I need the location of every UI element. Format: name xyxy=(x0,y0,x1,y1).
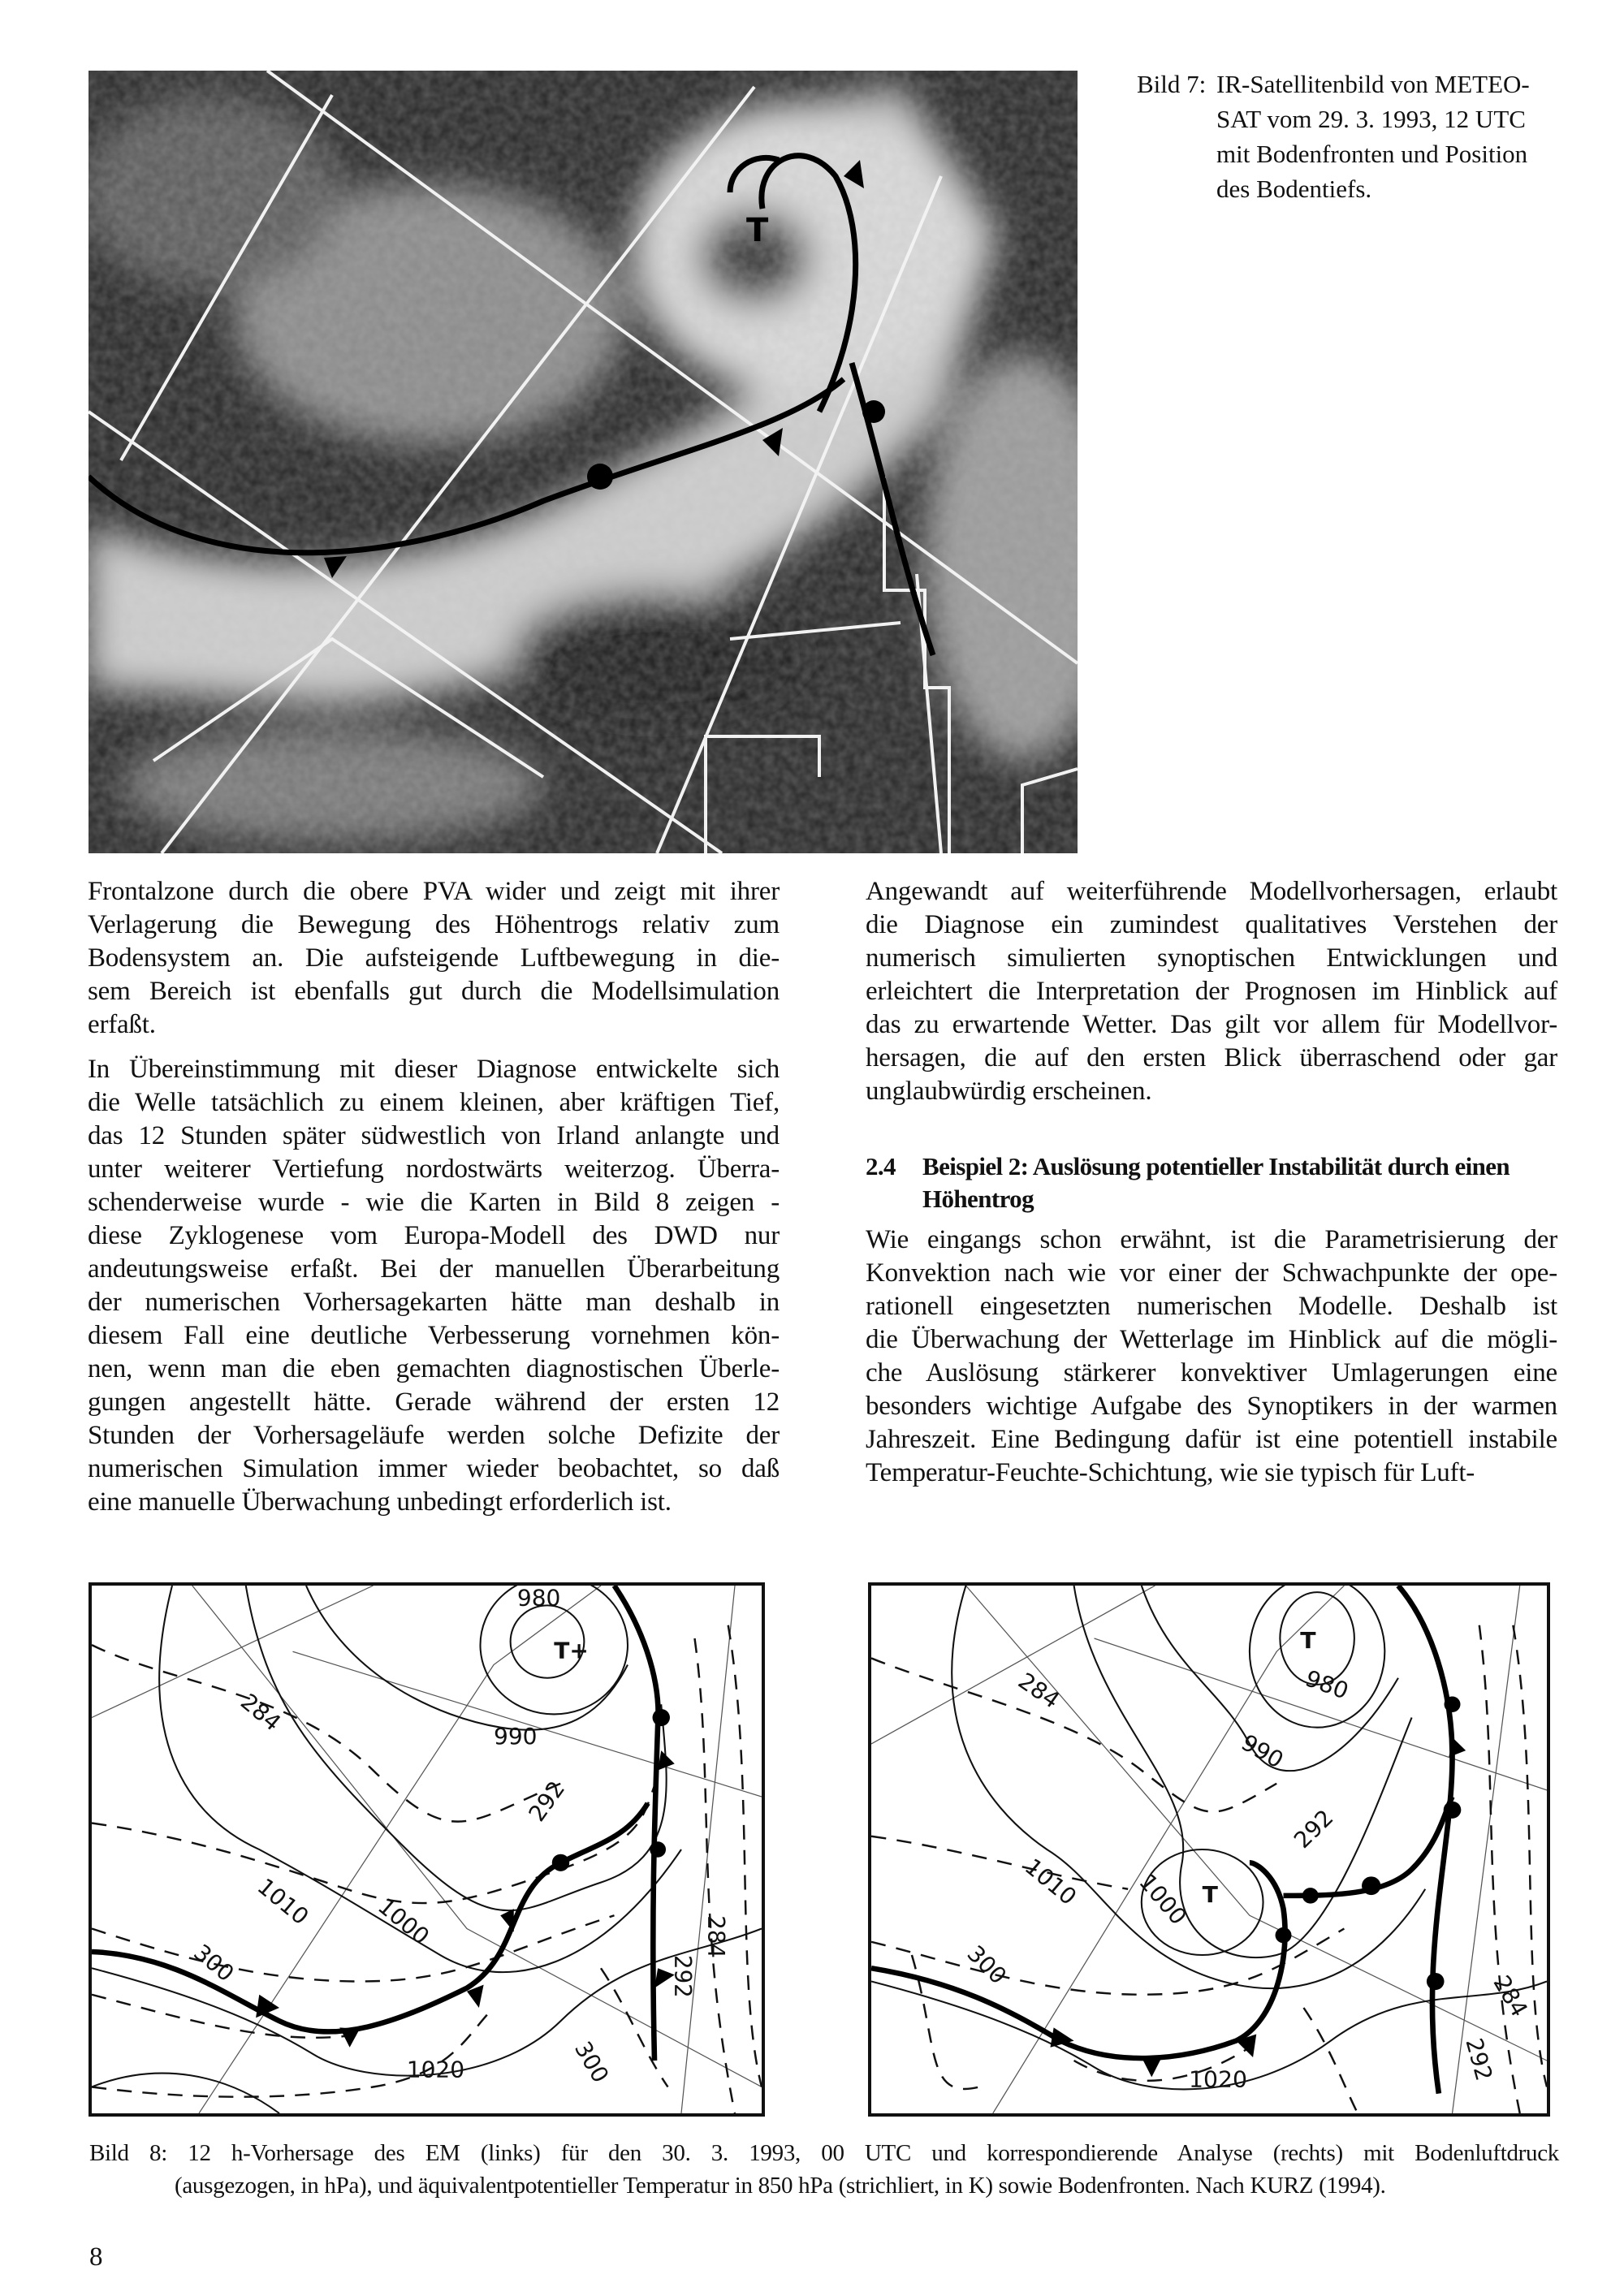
text-line: sem Bereich ist ebenfalls gut durch die Modellsimulation xyxy=(88,977,780,1006)
text-line: Wie eingangs schon erwähnt, ist die Parametrisierung der xyxy=(866,1225,1557,1254)
isobar-label: 1020 xyxy=(1189,2065,1247,2093)
section-title-line: Beispiel 2: Auslösung potentieller Instabilität durch einen xyxy=(922,1152,1510,1180)
text-line: Jahreszeit. Eine Bedingung dafür ist eine potentiell instabile xyxy=(866,1425,1557,1454)
text-line: diesem Fall eine deutliche Verbesserung vornehmen kön- xyxy=(88,1321,780,1350)
text-line: Stunden der Vorhersageläufe werden solche Defizite der xyxy=(88,1421,780,1450)
low-pressure-symbol: T+ xyxy=(554,1637,589,1664)
text-line: numerischen Simulation immer wieder beobachtet, so daß xyxy=(88,1454,780,1483)
section-heading-2-4 xyxy=(866,1150,1557,1215)
left-text-column xyxy=(88,875,780,1530)
figure-7-caption-line: des Bodentiefs. xyxy=(1216,175,1372,203)
text-line: Angewandt auf weiterführende Modellvorhersagen, erlaubt xyxy=(866,877,1557,906)
isobar-label: 1010 xyxy=(252,1872,314,1931)
low-position-marker: T xyxy=(746,212,769,249)
figure-7-caption-line: IR-Satellitenbild von METEO- xyxy=(1216,70,1530,98)
right-text-column xyxy=(866,875,1557,1501)
isobar-label: 990 xyxy=(1236,1728,1289,1774)
secondary-low-symbol: T xyxy=(1202,1881,1218,1908)
text-line: In Übereinstimmung mit dieser Diagnose entwickelte sich xyxy=(88,1055,780,1084)
text-line: unglaubwürdig erscheinen. xyxy=(866,1077,1152,1106)
text-line: erleichtert die Interpretation der Prognosen im Hinblick auf xyxy=(866,977,1557,1006)
figure-8-caption-line-1 xyxy=(89,2137,1559,2169)
paragraph xyxy=(866,1224,1557,1490)
text-line: das zu erwartende Wetter. Das gilt vor allem für Modellvor- xyxy=(866,1010,1557,1039)
theta-e-label: 284 xyxy=(702,1915,730,1958)
theta-e-label: 300 xyxy=(188,1939,240,1987)
figure-7-caption-line: mit Bodenfronten und Position xyxy=(1216,140,1528,168)
section-number: 2.4 xyxy=(866,1152,896,1180)
text-line: unter weiterer Vertiefung nordostwärts weiterzog. Überra- xyxy=(88,1154,780,1184)
paragraph xyxy=(866,875,1557,1108)
text-line: numerisch simulierten synoptischen Entwicklungen und xyxy=(866,943,1557,973)
satellite-image-figure-7 xyxy=(89,71,1078,853)
theta-e-label: 284 xyxy=(1013,1667,1065,1714)
figure-7-label: Bild 7: xyxy=(1137,70,1207,98)
isobar-label: 1020 xyxy=(406,2056,465,2083)
theta-e-label: 284 xyxy=(235,1688,287,1737)
text-line: eine manuelle Überwachung unbedingt erforderlich ist. xyxy=(88,1487,672,1517)
analysis-map-graphic xyxy=(871,1586,1547,2113)
text-line: rationell eingesetzten numerischen Modelle. Deshalb ist xyxy=(866,1292,1557,1321)
text-line: andeutungsweise erfaßt. Bei der manuellen Überarbeitung xyxy=(88,1254,780,1284)
theta-e-label: 292 xyxy=(668,1955,696,1998)
figure-8-caption xyxy=(89,2137,1559,2202)
text-line: Bodensystem an. Die aufsteigende Luftbewegung in die- xyxy=(88,943,780,973)
text-line: die Überwachung der Wetterlage im Hinblick auf die mögli- xyxy=(866,1325,1557,1354)
isobar-label: 980 xyxy=(516,1586,561,1612)
text-line: che Auslösung stärkerer konvektiver Umlagerungen eine xyxy=(866,1358,1557,1388)
text-line: erfaßt. xyxy=(88,1010,156,1039)
analysis-map-right xyxy=(868,1582,1550,2117)
section-title-line: Höhentrog xyxy=(922,1185,1034,1213)
theta-e-label: 284 xyxy=(1488,1970,1534,2022)
text-line: das 12 Stunden später südwestlich von Irland anlangte und xyxy=(88,1121,780,1150)
low-pressure-symbol: T xyxy=(1300,1627,1316,1655)
text-line: hersagen, die auf den ersten Blick überraschend oder gar xyxy=(866,1043,1557,1072)
figure-8-caption-line-2: (ausgezogen, in hPa), und äquivalentpotentieller Temperatur in 850 hPa (strichliert, in K) sowie Bodenfronten. Nach KURZ (1994). xyxy=(175,2173,1386,2199)
text-line: Verlagerung die Bewegung des Höhentrogs relativ zum xyxy=(88,910,780,939)
text-line: die Diagnose ein zumindest qualitatives Verstehen der xyxy=(866,910,1557,939)
text-line: gungen angestellt hätte. Gerade während der ersten 12 xyxy=(88,1388,780,1417)
isobar-label: 1010 xyxy=(1019,1853,1082,1910)
isobar-label: 980 xyxy=(1302,1664,1353,1705)
text-line: diese Zyklogenese vom Europa-Modell des DWD nur xyxy=(88,1221,780,1250)
theta-e-label: 300 xyxy=(961,1940,1013,1990)
theta-e-label: 300 xyxy=(568,2036,615,2087)
text-line: Konvektion nach wie vor einer der Schwachpunkte der ope- xyxy=(866,1258,1557,1288)
text-line: nen, wenn man die eben gemachten diagnostischen Überle- xyxy=(88,1354,780,1383)
isobar-label: 1000 xyxy=(373,1892,435,1950)
theta-e-label: 292 xyxy=(1288,1804,1339,1854)
text-line: schenderweise wurde - wie die Karten in Bild 8 zeigen - xyxy=(88,1188,780,1217)
isobar-label: 990 xyxy=(493,1723,538,1750)
theta-e-label: 292 xyxy=(1460,2035,1498,2084)
isobar-label: 1000 xyxy=(1134,1869,1193,1930)
text-line: der numerischen Vorhersagekarten hätte man deshalb in xyxy=(88,1288,780,1317)
forecast-map-left xyxy=(89,1582,765,2117)
figure-8-caption-text: 12 h-Vorhersage des EM (links) für den 30. 3. 1993, 00 UTC und korrespondierende Analyse (rechts) mit Bodenluftdruck xyxy=(188,2140,1559,2166)
forecast-map-graphic xyxy=(92,1586,762,2113)
paragraph xyxy=(88,1053,780,1519)
text-line: Temperatur-Feuchte-Schichtung, wie sie typisch für Luft- xyxy=(866,1458,1475,1487)
theta-e-label: 292 xyxy=(523,1776,571,1827)
figure-7-caption-line: SAT vom 29. 3. 1993, 12 UTC xyxy=(1216,105,1526,133)
satellite-image-graphic xyxy=(89,71,1078,853)
figure-8-label: Bild 8: xyxy=(89,2140,167,2166)
page-number: 8 xyxy=(89,2242,103,2272)
text-line: die Welle tatsächlich zu einem kleinen, aber kräftigen Tief, xyxy=(88,1088,780,1117)
surface-fronts xyxy=(871,1586,1453,2094)
paragraph xyxy=(88,875,780,1042)
text-line: Frontalzone durch die obere PVA wider und zeigt mit ihrer xyxy=(88,877,780,906)
text-line: besonders wichtige Aufgabe des Synoptikers in der warmen xyxy=(866,1392,1557,1421)
